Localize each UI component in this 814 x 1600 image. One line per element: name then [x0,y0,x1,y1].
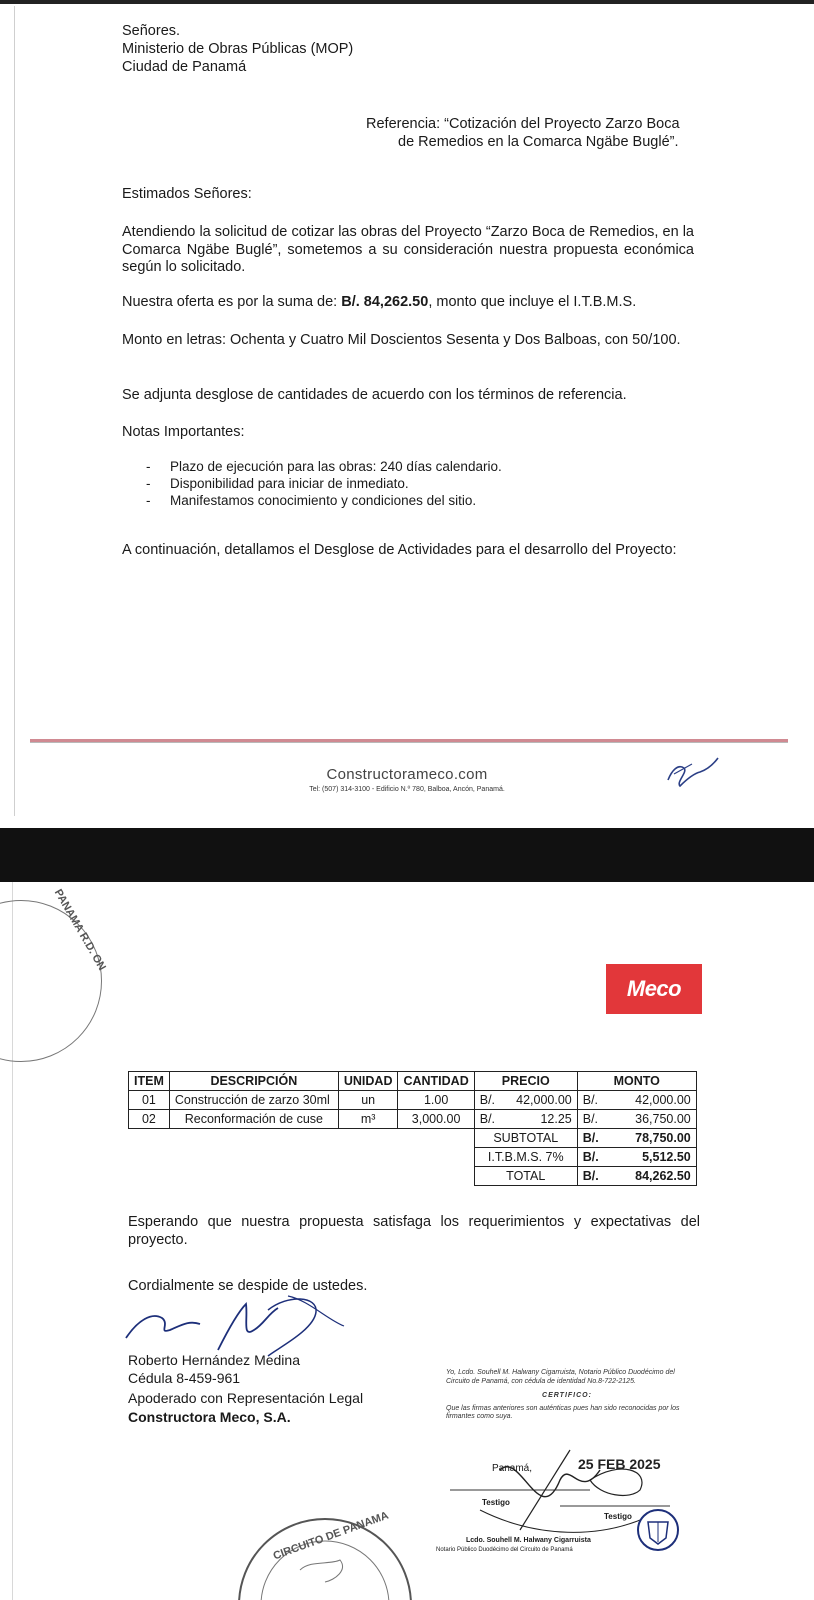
note-item: - Manifestamos conocimiento y condiciones del sitio. [146,492,502,509]
notary-certification [446,1369,688,1422]
notary-seal-icon [230,1510,420,1600]
notary-signer-title: Notario Público Duodécimo del Circuito de Panamá [436,1547,573,1553]
total-row [129,1167,697,1186]
cell-item: 02 [129,1110,170,1129]
cell-amount: 42,000.00 [604,1091,697,1110]
signer-company: Constructora Meco, S.A. [128,1409,291,1425]
tax-value: 5,512.50 [604,1148,697,1167]
cell-price-currency: B/. [474,1091,501,1110]
page-edge [14,6,15,816]
note-item: - Disponibilidad para iniciar de inmediato. [146,475,502,492]
cell-unit: un [338,1091,398,1110]
recipient-line-3: Ciudad de Panamá [122,59,247,75]
corner-seal-text: PANAMA R.D. ON [51,887,108,973]
signer-role: Apoderado con Representación Legal [128,1390,364,1406]
recipient-line-2: Ministerio de Obras Públicas (MOP) [122,41,354,57]
notary-body: Que las firmas anteriores son auténticas pues han sido reconocidas por los firmantes como suya. [446,1404,680,1420]
breakdown-intro: A continuación, detallamos el Desglose de Actividades para el desarrollo del Proyecto: [122,542,677,558]
top-border [0,0,814,4]
header-item: ITEM [129,1072,170,1091]
cell-amount-currency: B/. [577,1091,604,1110]
note-item: - Plazo de ejecución para las obras: 240 días calendario. [146,458,502,475]
cell-description: Reconformación de cuse [169,1110,338,1129]
intro-paragraph: Atendiendo la solicitud de cotizar las obras del Proyecto “Zarzo Boca de Remedios, en la Comarca Ngäbe Buglé”, sometemos a su consideración nuestra propuesta económica según lo solicitado. [122,224,694,275]
company-contact: Tel: (507) 314-3100 - Edificio N.º 780, Balboa, Ancón, Panamá. [309,786,505,793]
offer-suffix: , monto que incluye el I.T.B.M.S. [428,294,637,310]
header-price: PRECIO [474,1072,577,1091]
signer-id: Cédula 8-459-961 [128,1370,241,1386]
total-currency: B/. [577,1167,604,1186]
tax-label: I.T.B.M.S. 7% [474,1148,577,1167]
recipient-line-1: Señores. [122,23,181,39]
table-row [129,1091,697,1110]
signer-name: Roberto Hernández Medina [128,1352,300,1368]
header-description: DESCRIPCIÓN [169,1072,338,1091]
cell-price: 42,000.00 [501,1091,578,1110]
table-row [129,1110,697,1129]
subtotal-value: 78,750.00 [604,1129,697,1148]
table-header-row [129,1072,697,1091]
header-quantity: CANTIDAD [398,1072,474,1091]
notes-title: Notas Importantes: [122,424,245,440]
notary-certifico: CERTIFICO: [542,1392,592,1399]
handwritten-signature-icon [118,1290,348,1360]
notary-place: Panamá, [492,1463,533,1474]
witness-2-label: Testigo [604,1512,632,1521]
company-website: Constructorameco.com [326,766,488,783]
offer-amount: B/. 84,262.50 [341,294,429,310]
closing-farewell: Cordialmente se despide de ustedes. [128,1278,368,1294]
subtotal-label: SUBTOTAL [474,1129,577,1148]
tax-currency: B/. [577,1148,604,1167]
initials-signature-icon [662,752,722,792]
cell-price: 12.25 [501,1110,578,1129]
amount-in-words: Monto en letras: Ochenta y Cuatro Mil Doscientos Sesenta y Dos Balboas, con 50/100. [122,332,681,348]
attachment-note: Se adjunta desglose de cantidades de acuerdo con los términos de referencia. [122,387,627,403]
company-logo: Meco [606,964,702,1014]
bottom-seal-text: CIRCUITO DE PANAMA [271,1509,391,1563]
header-amount: MONTO [577,1072,696,1091]
cell-unit: m³ [338,1110,398,1129]
cell-price-currency: B/. [474,1110,501,1129]
notary-signer: Lcdo. Souhell M. Halwany Cigarruista [466,1537,591,1544]
total-label: TOTAL [474,1167,577,1186]
cell-quantity: 1.00 [398,1091,474,1110]
footer-divider-shadow [30,742,788,743]
closing-hope: Esperando que nuestra propuesta satisfaga los requerimientos y expectativas del proyecto. [128,1214,700,1248]
subtotal-currency: B/. [577,1129,604,1148]
notary-intro: Yo, Lcdo. Souhell M. Halwany Cigarruista, Notario Público Duodécimo del Circuito de Panamá, con cédula de identidad No.8-722-2125. [446,1369,675,1385]
cell-item: 01 [129,1091,170,1110]
salutation: Estimados Señores: [122,186,252,202]
cell-amount-currency: B/. [577,1110,604,1129]
notary-date: 25 FEB 2025 [578,1456,661,1472]
reference-line-2: de Remedios en la Comarca Ngäbe Buglé”. [398,134,679,150]
header-unit: UNIDAD [338,1072,398,1091]
notes-list [146,458,502,509]
reference-line-1: Referencia: “Cotización del Proyecto Zarzo Boca [366,116,680,132]
offer-prefix: Nuestra oferta es por la suma de: [122,294,342,310]
total-value: 84,262.50 [604,1167,697,1186]
cell-quantity: 3,000.00 [398,1110,474,1129]
offer-paragraph [122,294,636,312]
page-separator [0,828,814,882]
activities-table [128,1071,697,1186]
cell-amount: 36,750.00 [604,1110,697,1129]
cell-description: Construcción de zarzo 30ml [169,1091,338,1110]
tax-row [129,1148,697,1167]
subtotal-row [129,1129,697,1148]
witness-1-label: Testigo [482,1498,510,1507]
coat-of-arms-icon [636,1508,680,1552]
